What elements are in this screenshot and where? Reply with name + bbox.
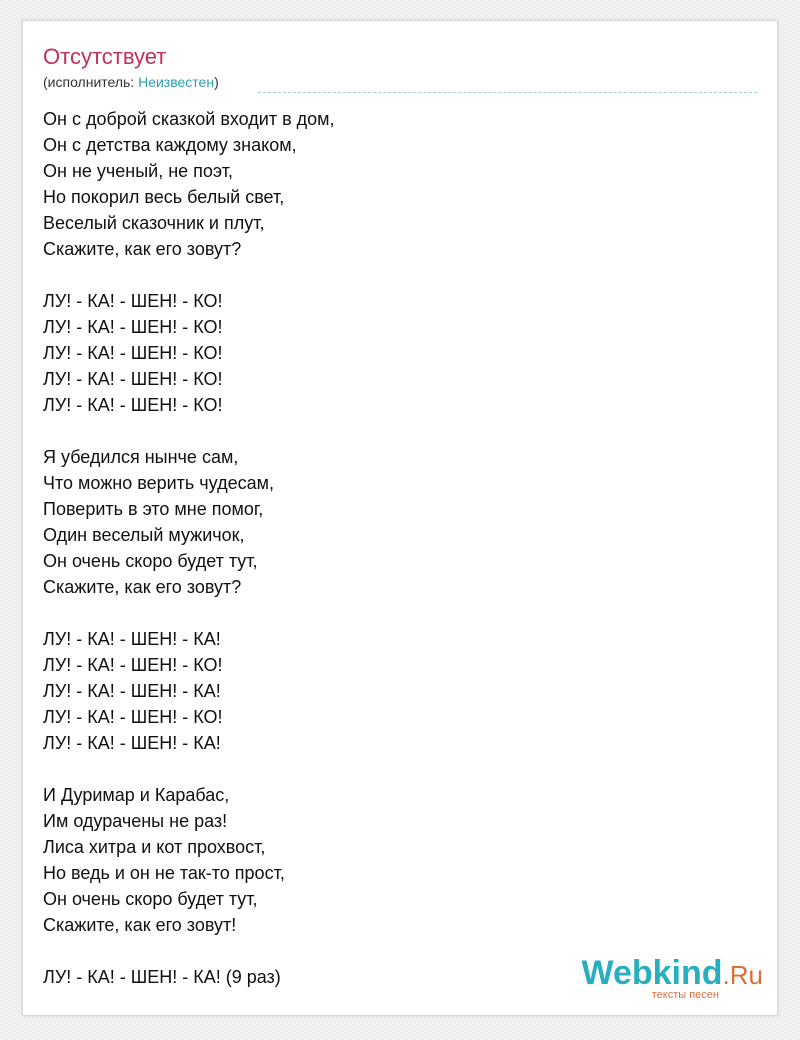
lyric-line: ЛУ! - КА! - ШЕН! - КА!: [43, 681, 221, 701]
lyric-line: ЛУ! - КА! - ШЕН! - КО!: [43, 707, 223, 727]
stanza-break: [43, 262, 743, 288]
webkind-logo[interactable]: [581, 955, 763, 1001]
lyric-line: Один веселый мужичок,: [43, 525, 245, 545]
lyric-line: ЛУ! - КА! - ШЕН! - КА! (9 раз): [43, 967, 281, 987]
lyric-line: Я убедился нынче сам,: [43, 447, 239, 467]
lyric-line: Им одурачены не раз!: [43, 811, 228, 831]
artist-suffix: ): [214, 74, 219, 90]
stanza-break: [43, 418, 743, 444]
lyric-line: ЛУ! - КА! - ШЕН! - КА!: [43, 629, 221, 649]
logo-wordmark: [581, 955, 763, 993]
lyric-line: Но покорил весь белый свет,: [43, 187, 285, 207]
lyric-line: ЛУ! - КА! - ШЕН! - КО!: [43, 317, 223, 337]
song-title: Отсутствует: [43, 44, 167, 69]
lyric-line: Скажите, как его зовут?: [43, 577, 242, 597]
lyric-line: ЛУ! - КА! - ШЕН! - КА!: [43, 733, 221, 753]
artist-prefix: (исполнитель:: [43, 74, 139, 90]
lyric-line: Поверить в это мне помог,: [43, 499, 264, 519]
lyric-line: Скажите, как его зовут!: [43, 915, 237, 935]
lyric-line: Он очень скоро будет тут,: [43, 889, 258, 909]
lyric-line: ЛУ! - КА! - ШЕН! - КО!: [43, 395, 223, 415]
dashed-divider: [258, 92, 757, 93]
lyric-line: Он с доброй сказкой входит в дом,: [43, 109, 335, 129]
lyric-line: И Дуримар и Карабас,: [43, 785, 230, 805]
lyric-line: ЛУ! - КА! - ШЕН! - КО!: [43, 369, 223, 389]
lyric-line: Веселый сказочник и плут,: [43, 213, 265, 233]
lyric-line: Он с детства каждому знаком,: [43, 135, 297, 155]
lyric-line: ЛУ! - КА! - ШЕН! - КО!: [43, 655, 223, 675]
lyric-line: Но ведь и он не так-то прост,: [43, 863, 285, 883]
artist-link[interactable]: Неизвестен: [138, 74, 215, 90]
logo-tld: .Ru: [722, 960, 763, 990]
lyric-line: ЛУ! - КА! - ШЕН! - КО!: [43, 291, 223, 311]
stanza-break: [43, 756, 743, 782]
lyric-line: Он очень скоро будет тут,: [43, 551, 258, 571]
artist-line: [43, 73, 219, 91]
lyrics-text: [43, 106, 743, 990]
logo-tagline: тексты песен: [651, 989, 719, 1001]
logo-name: Webkind: [581, 954, 723, 992]
lyric-line: Скажите, как его зовут?: [43, 239, 242, 259]
lyric-line: ЛУ! - КА! - ШЕН! - КО!: [43, 343, 223, 363]
stanza-break: [43, 600, 743, 626]
lyric-line: Лиса хитра и кот прохвост,: [43, 837, 266, 857]
lyrics-card: [22, 20, 778, 1016]
lyric-line: Он не ученый, не поэт,: [43, 161, 233, 181]
lyric-line: Что можно верить чудесам,: [43, 473, 274, 493]
